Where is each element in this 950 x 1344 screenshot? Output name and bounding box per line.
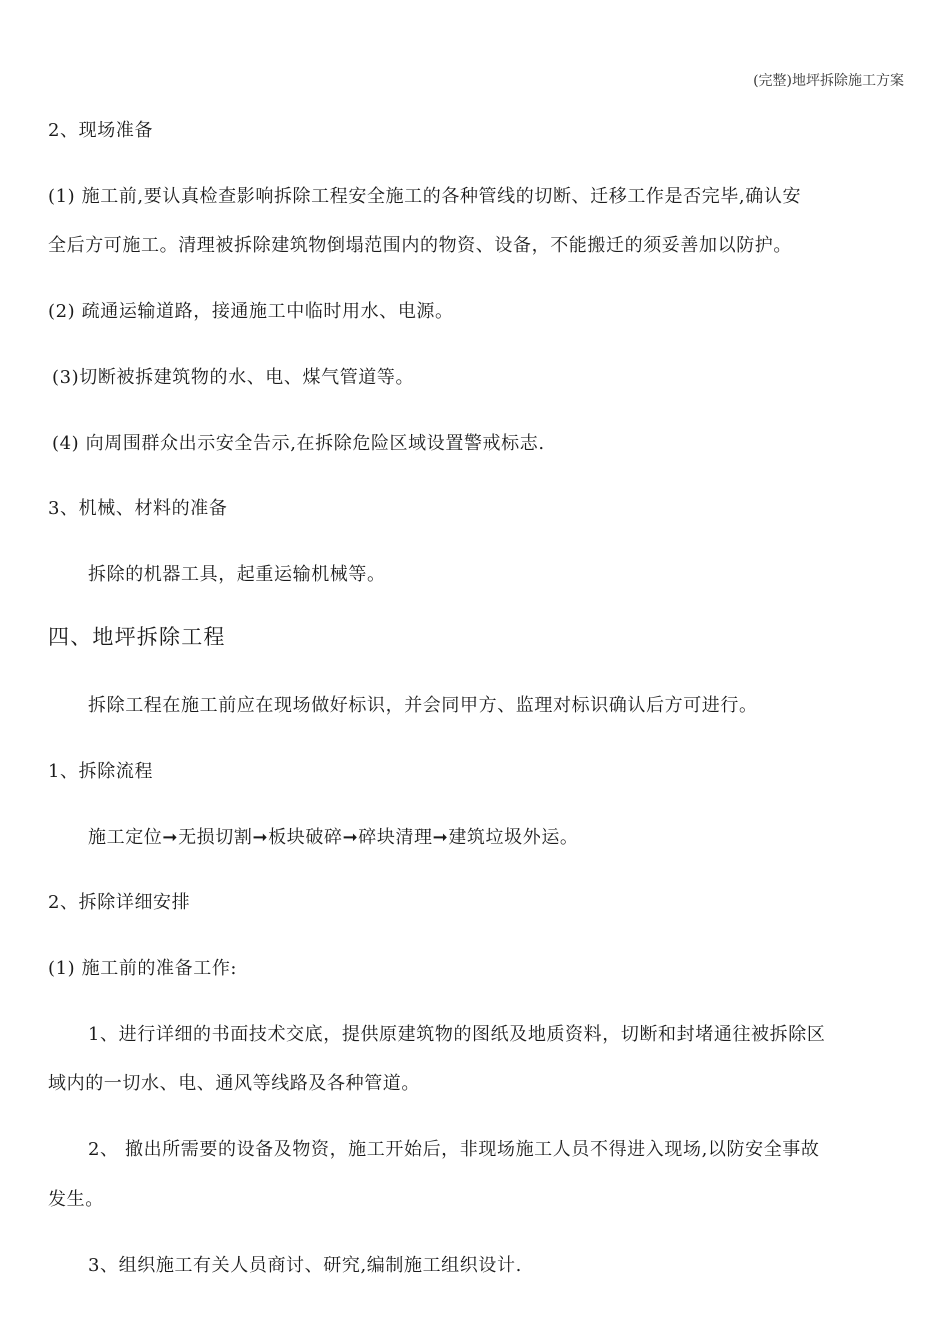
paragraph-line: 拆除工程在施工前应在现场做好标识，并会同甲方、监理对标识确认后方可进行。 <box>88 695 758 716</box>
paragraph-line: 全后方可施工。清理被拆除建筑物倒塌范围内的物资、设备，不能搬迁的须妥善加以防护。 <box>48 235 792 256</box>
section-title-machinery: 3、机械、材料的准备 <box>48 498 228 519</box>
paragraph-line: 拆除的机器工具，起重运输机械等。 <box>88 564 386 585</box>
paragraph-line: 域内的一切水、电、通风等线路及各种管道。 <box>48 1073 420 1094</box>
section-title-detailed-arrangement: 2、拆除详细安排 <box>48 892 191 913</box>
paragraph-line: (2) 疏通运输道路，接通施工中临时用水、电源。 <box>48 301 454 322</box>
paragraph-line: 2、 撤出所需要的设备及物资，施工开始后，非现场施工人员不得进入现场,以防安全事故 <box>88 1139 820 1160</box>
paragraph-line: 3、组织施工有关人员商讨、研究,编制施工组织设计. <box>88 1255 522 1276</box>
section-title-demolition-process: 1、拆除流程 <box>48 761 154 782</box>
subsection-title-preparation-work: (1) 施工前的准备工作: <box>48 958 238 979</box>
process-flow-line: 施工定位➞无损切割➞板块破碎➞碎块清理➞建筑垃圾外运。 <box>88 827 579 848</box>
paragraph-line: 1、进行详细的书面技术交底，提供原建筑物的图纸及地质资料，切断和封堵通往被拆除区 <box>88 1024 826 1045</box>
chapter-heading-floor-demolition: 四、地坪拆除工程 <box>48 625 226 649</box>
paragraph-line: 发生。 <box>48 1189 104 1210</box>
section-title-site-preparation: 2、现场准备 <box>48 120 154 141</box>
paragraph-line: (4) 向周围群众出示安全告示,在拆除危险区域设置警戒标志. <box>52 433 545 454</box>
paragraph-line: (1) 施工前,要认真检查影响拆除工程安全施工的各种管线的切断、迁移工作是否完毕,确认安 <box>48 186 802 207</box>
paragraph-line: (3)切断被拆建筑物的水、电、煤气管道等。 <box>52 367 415 388</box>
page-header-title: (完整)地坪拆除施工方案 <box>753 73 904 89</box>
